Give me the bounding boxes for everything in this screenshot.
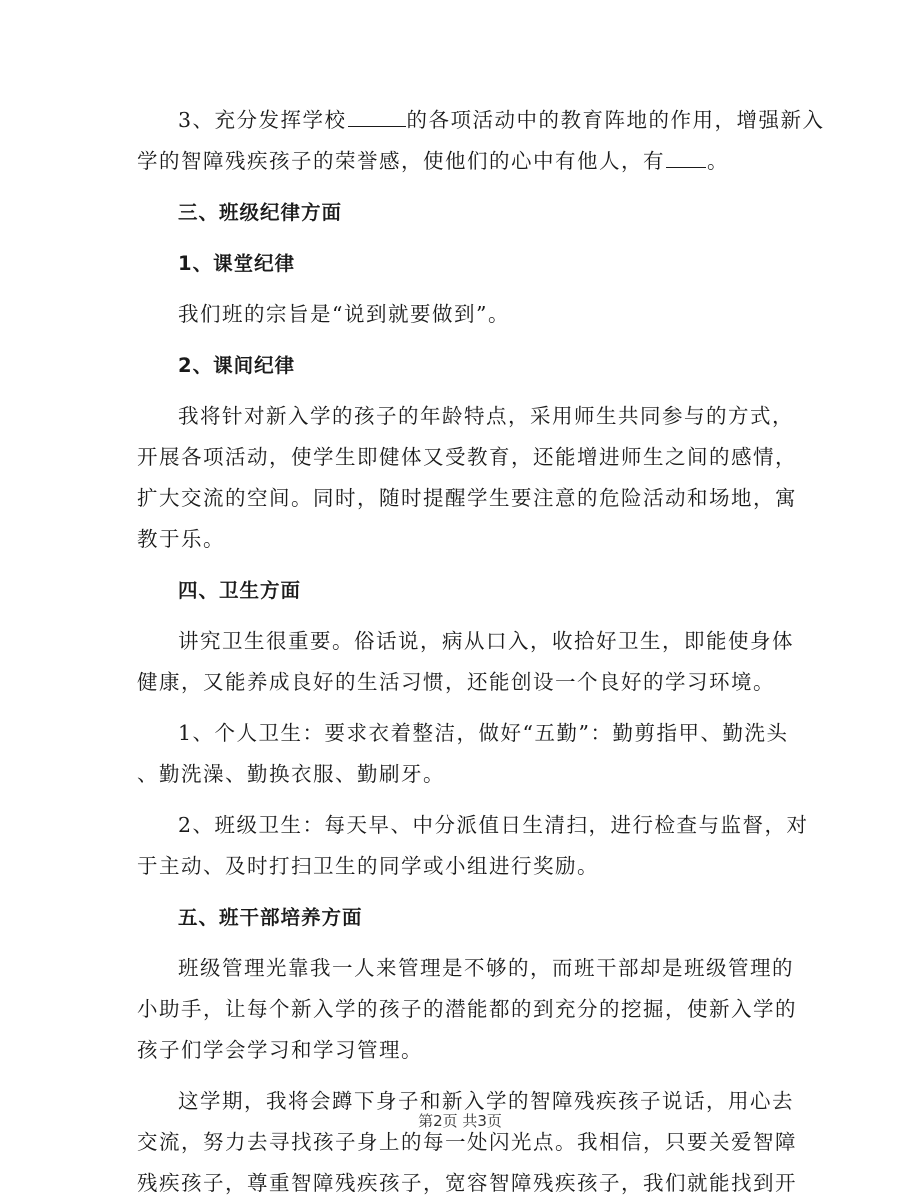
subsection-heading: 1、课堂纪律: [178, 252, 296, 275]
paragraph-line: 教于乐。: [137, 527, 225, 551]
page-number-footer: 第2页 共3页: [418, 1112, 502, 1130]
fill-in-blank: [348, 104, 406, 127]
text-run: 学的智障残疾孩子的荣誉感，使他们的心中有他人，有: [137, 149, 665, 173]
paragraph-line: 班级管理光靠我一人来管理是不够的，而班干部却是班级管理的: [178, 956, 794, 980]
paragraph-line: 扩大交流的空间。同时，随时提醒学生要注意的危险活动和场地，寓: [137, 486, 797, 510]
paragraph-line: 于主动、及时打扫卫生的同学或小组进行奖励。: [137, 854, 599, 878]
paragraph-line: 、勤洗澡、勤换衣服、勤刷牙。: [137, 762, 445, 786]
paragraph-line: 交流，努力去寻找孩子身上的每一处闪光点。我相信，只要关爱智障: [137, 1130, 797, 1154]
paragraph-line: 这学期，我将会蹲下身子和新入学的智障残疾孩子说话，用心去: [178, 1089, 794, 1113]
paragraph-line: [137, 141, 787, 182]
paragraph-line: 健康，又能养成良好的生活习惯，还能创设一个良好的学习环境。: [137, 670, 775, 694]
fill-in-blank: [666, 145, 706, 168]
section-heading: 四、卫生方面: [178, 579, 302, 602]
paragraph-line: 孩子们学会学习和学习管理。: [137, 1038, 423, 1062]
section-heading: 三、班级纪律方面: [178, 201, 343, 224]
text-run: 的各项活动中的教育阵地的作用，增强新入: [406, 108, 825, 132]
paragraph-line: 开展各项活动，使学生即健体又受教育，还能增进师生之间的感情，: [137, 445, 797, 469]
subsection-heading: 2、课间纪律: [178, 354, 296, 377]
document-body: [137, 100, 825, 1204]
text-run: 3、充分发挥学校: [178, 108, 347, 132]
paragraph-line: 我们班的宗旨是“说到就要做到”。: [178, 302, 510, 326]
paragraph-line: [137, 100, 825, 141]
paragraph-line: 残疾孩子，尊重智障残疾孩子，宽容智障残疾孩子，我们就能找到开: [137, 1171, 797, 1195]
text-run: 。: [707, 149, 729, 173]
paragraph-line: 小助手，让每个新入学的孩子的潜能都的到充分的挖掘，使新入学的: [137, 997, 797, 1021]
paragraph-line: 讲究卫生很重要。俗话说，病从口入，收拾好卫生，即能使身体: [178, 629, 794, 653]
paragraph-line: 我将针对新入学的孩子的年龄特点，采用师生共同参与的方式，: [178, 404, 794, 428]
section-heading: 五、班干部培养方面: [178, 906, 363, 929]
paragraph-line: 1、个人卫生：要求衣着整洁，做好“五勤”：勤剪指甲、勤洗头: [178, 721, 789, 745]
paragraph-line: 2、班级卫生：每天早、中分派值日生清扫，进行检查与监督，对: [178, 813, 809, 837]
